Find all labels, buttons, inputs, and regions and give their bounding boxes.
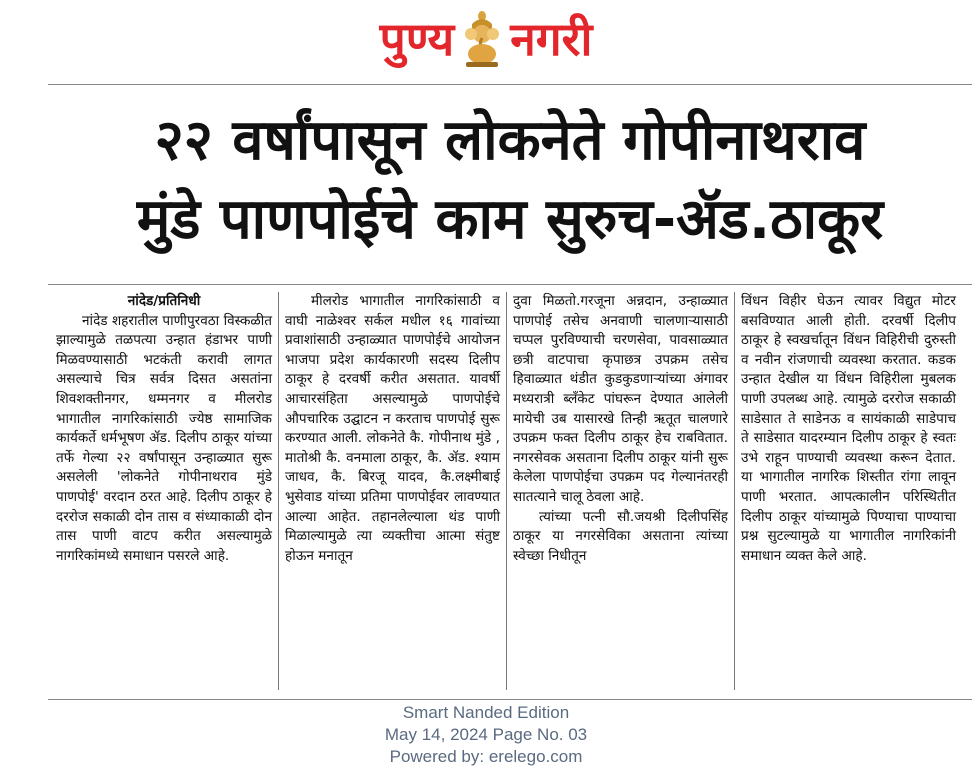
ganesha-idol-icon	[460, 10, 504, 68]
article-column-1	[50, 292, 278, 690]
headline-line-2: मुंडे पाणपोईचे काम सुरुच-ॲड.ठाकूर	[136, 187, 884, 252]
column-2-text: मीलरोड भागातील नागरिकांसाठी व वाघी नाळेश्वर सर्कल मधील १६ गावांच्या प्रवाशांसाठी उन्हाळ्यात पाणपोईचे आयोजन भाजपा प्रदेश कार्यकारणी सदस्य दिलीप ठाकूर हे दरवर्षी करीत असतात. यावर्षी आचारसंहिता असल्यामुळे पाणपोईचे औपचारिक उद्घाटन न करताच पाणपोई सुरू करण्यात आली. लोकनेते कै. गोपीनाथ मुंडे , मातोश्री कै. वनमाला ठाकूर, कै. ॲड. श्याम जाधव, कै. बिरजू यादव, कै.लक्ष्मीबाई भुसेवाड यांच्या प्रतिमा पाणपोईवर लावण्यात आल्या आहेत. तहानलेल्याला थंड पाणी मिळाल्यामुळे त्या व्यक्तीचा आत्मा संतुष्ट होऊन मनातून	[285, 293, 500, 564]
masthead-left-word: पुण्य	[379, 12, 455, 66]
masthead	[0, 0, 972, 78]
dateline: नांदेड/प्रतिनिधी	[127, 293, 201, 309]
edition-date-page: May 14, 2024 Page No. 03	[384, 725, 588, 744]
headline-line-1: २२ वर्षांपासून लोकनेते गोपीनाथराव	[154, 108, 866, 173]
column-1-text: नांदेड शहरातील पाणीपुरवठा विस्कळीत झाल्यामुळे तळपत्या उन्हात हंडाभर पाणी मिळवण्यासाठी भटकंती करावी लागत असल्याचे चित्र सर्वत्र दिसत असतांना शिवशक्तीनगर, धम्मनगर व मीलरोड भागातील नागरिकांसाठी ज्येष्ठ सामाजिक कार्यकर्ते धर्मभूषण ॲड. दिलीप ठाकूर यांच्या तर्फे गेल्या २२ वर्षांपासून उन्हाळ्यात सुरू असलेली 'लोकनेते गोपीनाथराव मुंडे पाणपोई' वरदान ठरत आहे. दिलीप ठाकूर हे दररोज सकाळी दोन तास व संध्याकाळी दोन तास पाणी वाटप करीत असल्यामुळे नागरिकांमध्ये समाधान पसरले आहे.	[56, 312, 272, 564]
column-4-text: विंधन विहीर घेऊन त्यावर विद्युत मोटर बसविण्यात आली होती. दरवर्षी दिलीप ठाकूर हे स्वखर्चातून विंधन विहिरीची दुरुस्ती व नवीन रांजणाची व्यवस्था करतात. कडक उन्हात देखील या विंधन विहिरीला मुबलक पाणी उपलब्ध आहे. त्यामुळे दररोज सकाळी साडेसात ते साडेनऊ व सायंकाळी साडेपाच ते साडेसात यादरम्यान दिलीप ठाकूर हे स्वतः उभे राहून पाण्याची व्यवस्था करून देतात. या भागातील नागरिक शिस्तीत रांगा लावून पाणी भरतात. आपत्कालीन परिस्थितीत दिलीप ठाकूर यांच्यामुळे पिण्याचा पाण्याचा प्रश्न सुटल्यामुळे या भागातील नागरिकांनी समाधान व्यक्त केले आहे.	[741, 293, 956, 564]
edition-name: Smart Nanded Edition	[402, 703, 570, 722]
top-divider	[48, 84, 972, 85]
masthead-right-word: नगरी	[510, 12, 593, 66]
column-3-text-a: दुवा मिळतो.गरजूना अन्नदान, उन्हाळ्यात पाणपोई तसेच अनवाणी चालणाऱ्यासाठी चप्पल पुरविण्याची चरणसेवा, पावसाळ्यात छत्री वाटपाचा कृपाछत्र उपक्रम तसेच हिवाळ्यात थंडीत कुडकुडणाऱ्यांच्या अंगावर मध्यरात्री ब्लँकेट पांघरून देण्यात आलेली मायेची उब यासारखे तिन्ही ऋतूत चालणारे उपक्रम फक्त दिलीप ठाकूर हेच राबवितात. नगरसेवक असताना दिलीप ठाकूर यांनी सुरू केलेला पाणपोईचा उपक्रम पद गेल्यानंतरही सातत्याने चालू ठेवला आहे.	[513, 293, 728, 505]
edition-footer	[0, 702, 972, 768]
powered-by-link[interactable]: Powered by: erelego.com	[389, 747, 583, 766]
article-column-4	[734, 292, 962, 690]
article-column-2	[278, 292, 506, 690]
column-3-text-b: त्यांच्या पत्नी सौ.जयश्री दिलीपसिंह ठाकूर या नगरसेविका असताना त्यांच्या स्वेच्छा निधीतून	[513, 508, 728, 564]
bottom-divider	[48, 699, 972, 700]
masthead-logo	[380, 10, 593, 68]
headline-divider	[48, 284, 972, 285]
article-column-3	[506, 292, 734, 690]
article-body	[50, 292, 972, 690]
headline	[48, 104, 972, 274]
